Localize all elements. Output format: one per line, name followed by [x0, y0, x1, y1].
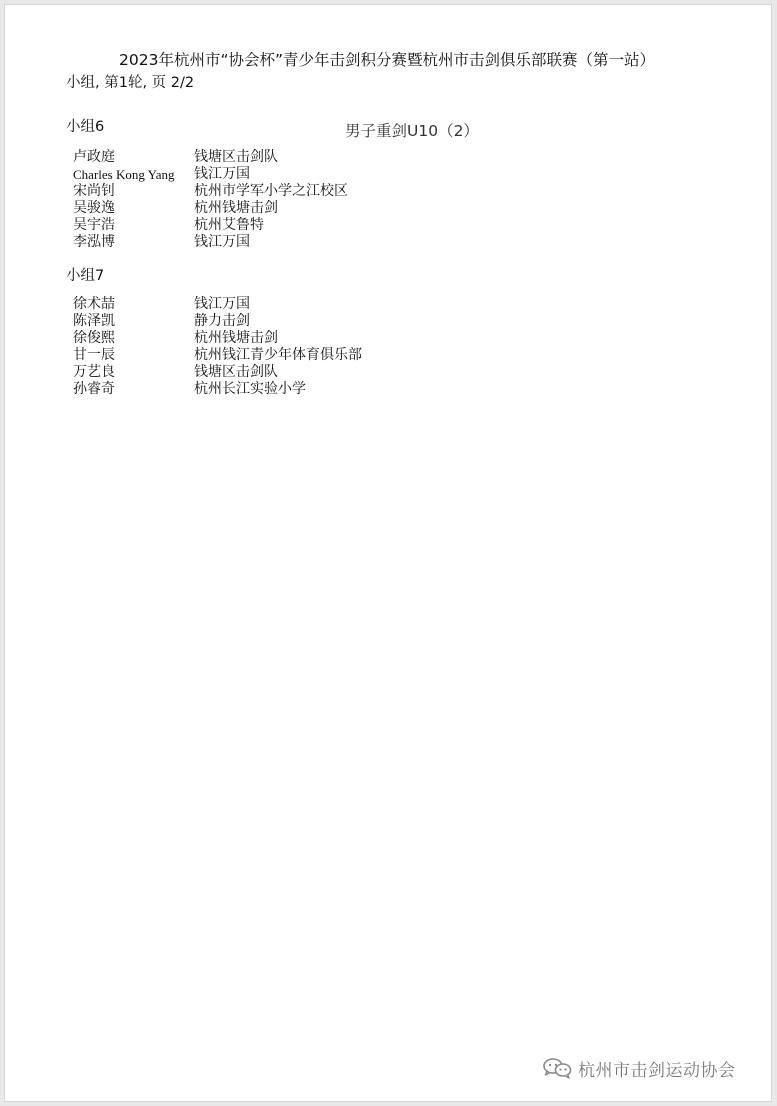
fencer-name: 吴骏逸	[73, 200, 115, 216]
fencer-club: 杭州艾鲁特	[194, 217, 264, 233]
document-page	[4, 4, 772, 1102]
event-title: 男子重剑U10（2）	[345, 122, 479, 140]
document-title: 2023年杭州市“协会杯”青少年击剑积分赛暨杭州市击剑俱乐部联赛（第一站）	[119, 51, 656, 69]
fencer-name: 孙睿奇	[73, 381, 115, 397]
watermark-text: 杭州市击剑运动协会	[578, 1060, 736, 1081]
fencer-name: 卢政庭	[73, 149, 115, 165]
fencer-name: 甘一辰	[73, 347, 115, 363]
fencer-club: 钱塘区击剑队	[194, 149, 278, 165]
fencer-name: 李泓博	[73, 234, 115, 250]
fencer-club: 钱江万国	[194, 166, 250, 182]
fencer-club: 杭州市学军小学之江校区	[194, 183, 348, 199]
wechat-watermark	[542, 1056, 736, 1080]
document-subtitle: 小组, 第1轮, 页 2/2	[66, 75, 195, 91]
fencer-name: 吴宇浩	[73, 217, 115, 233]
fencer-club: 杭州钱塘击剑	[194, 200, 278, 216]
fencer-club: 杭州钱江青少年体育俱乐部	[194, 347, 362, 363]
fencer-name: 徐俊熙	[73, 330, 115, 346]
fencer-name: Charles Kong Yang	[73, 167, 175, 182]
fencer-name: 陈泽凯	[73, 313, 115, 329]
fencer-club: 钱塘区击剑队	[194, 364, 278, 380]
fencer-club: 钱江万国	[194, 234, 250, 250]
fencer-name: 宋尚钊	[73, 183, 115, 199]
fencer-club: 静力击剑	[194, 313, 250, 329]
fencer-club: 杭州钱塘击剑	[194, 330, 278, 346]
group-label: 小组6	[66, 119, 105, 135]
fencer-name: 万艺良	[73, 364, 115, 380]
group-label: 小组7	[66, 268, 105, 284]
fencer-club: 杭州长江实验小学	[194, 381, 306, 397]
wechat-icon	[542, 1057, 572, 1079]
fencer-club: 钱江万国	[194, 296, 250, 312]
fencer-name: 徐术喆	[73, 296, 115, 312]
